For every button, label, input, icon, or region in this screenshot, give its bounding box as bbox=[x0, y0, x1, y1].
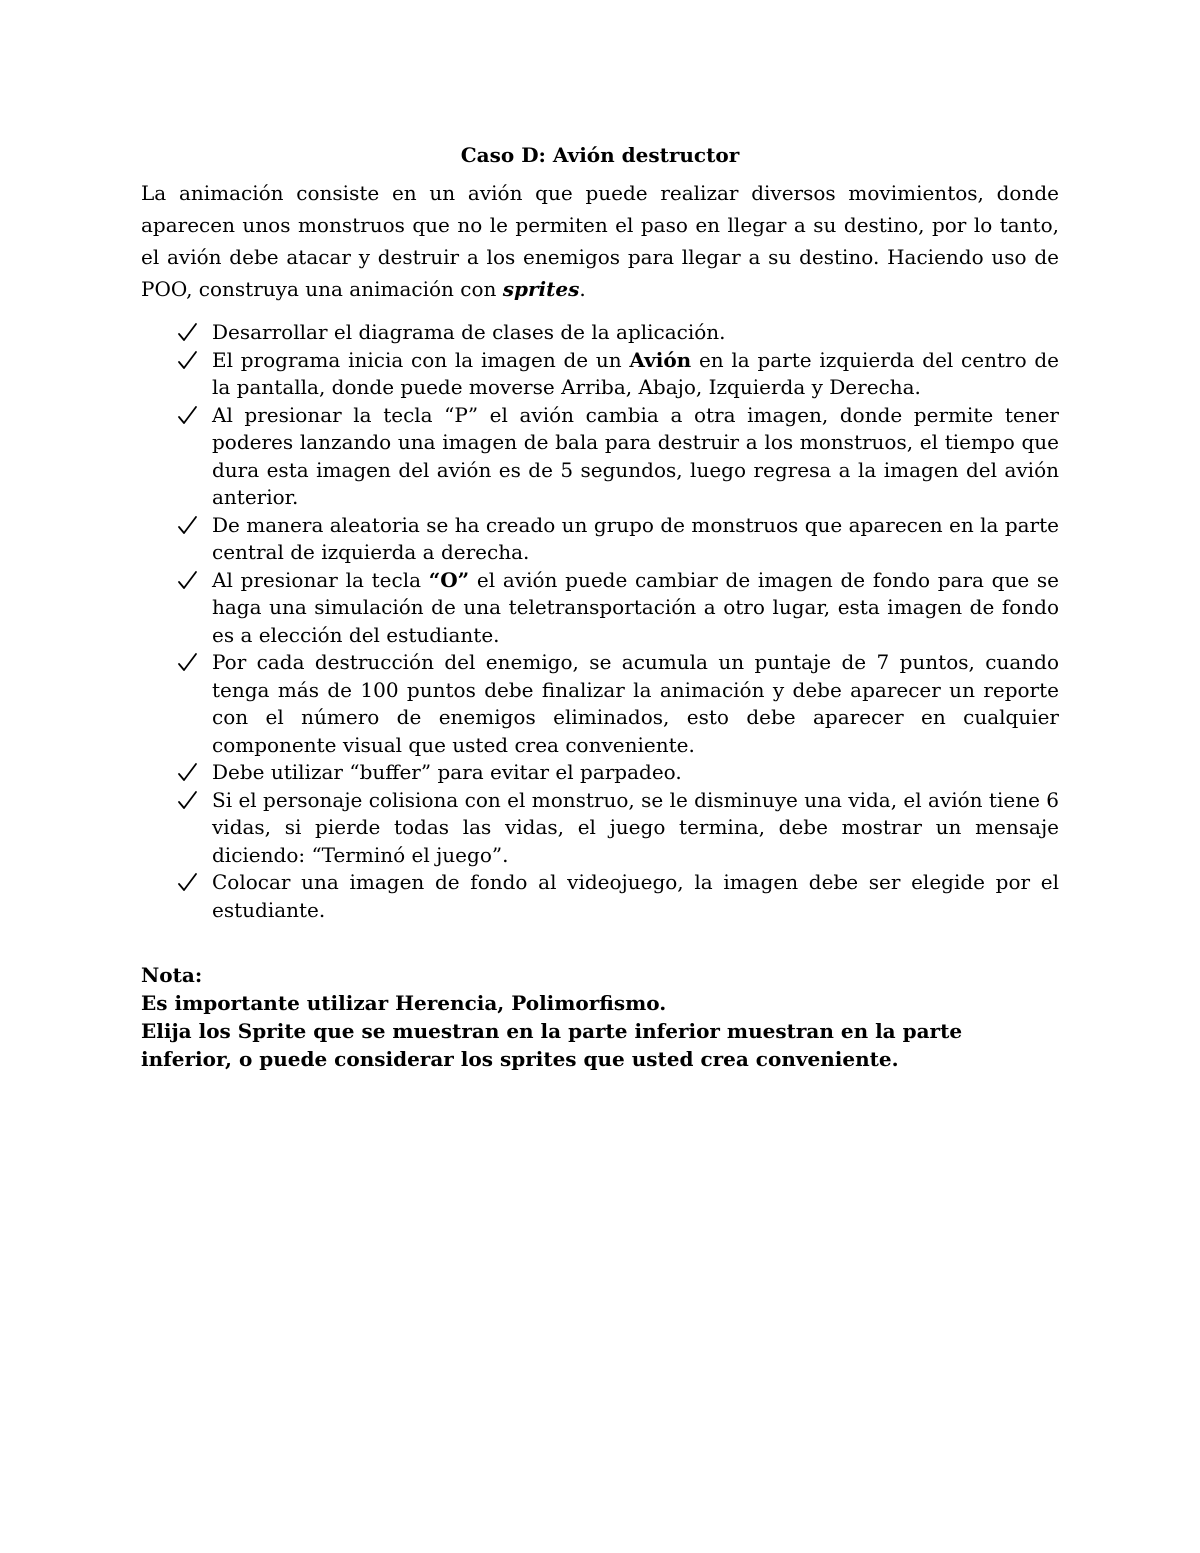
intro-emphasis: sprites bbox=[502, 277, 580, 301]
checklist-text: Desarrollar el diagrama de clases de la aplicación. bbox=[212, 320, 726, 344]
checklist-item bbox=[141, 319, 1059, 347]
checklist-item bbox=[141, 869, 1059, 924]
checklist-text: Al presionar la tecla “P” el avión cambia a otra imagen, donde permite tener poderes lanzando una imagen de bala para destruir a los monstruos, el tiempo que dura esta imagen del avión es de 5 segundos, luego regresa a la imagen del avión anterior. bbox=[212, 402, 1059, 509]
checklist-text: Debe utilizar “buffer” para evitar el parpadeo. bbox=[212, 760, 682, 784]
checkmark-icon bbox=[177, 869, 199, 896]
checkmark-icon bbox=[177, 347, 199, 374]
checklist-item bbox=[141, 567, 1059, 650]
checklist-bold: “O” bbox=[428, 567, 470, 592]
checkmark-icon bbox=[177, 649, 199, 676]
checklist-text: El programa inicia con la imagen de un bbox=[212, 347, 630, 372]
checklist-item bbox=[141, 347, 1059, 402]
note-label: Nota: bbox=[141, 963, 203, 987]
checklist-item bbox=[141, 402, 1059, 512]
checklist-text: Por cada destrucción del enemigo, se acumula un puntaje de 7 puntos, cuando tenga más de 100 puntos debe finalizar la animación y debe aparecer un reporte con el número de enemigos eliminados, esto debe aparecer en cualquier componente visual que usted crea conveniente. bbox=[212, 650, 1059, 757]
checkmark-icon bbox=[177, 759, 199, 786]
checklist-item bbox=[141, 649, 1059, 759]
checkmark-icon bbox=[177, 512, 199, 539]
note-section bbox=[141, 961, 1059, 1073]
checkmark-icon bbox=[177, 319, 199, 346]
note-line-inheritance: Es importante utilizar Herencia, Polimorfismo. bbox=[141, 991, 667, 1015]
checkmark-icon bbox=[177, 402, 199, 429]
checklist-text: Colocar una imagen de fondo al videojuego, la imagen debe ser elegide por el estudiante. bbox=[212, 870, 1059, 922]
checklist-item bbox=[141, 759, 1059, 787]
checkmark-icon bbox=[177, 567, 199, 594]
note-line-sprites: Elija los Sprite que se muestran en la parte inferior muestran en la parte inferior, o puede considerar los sprites que usted crea conveniente. bbox=[141, 1019, 963, 1071]
checklist-bold: Avión bbox=[629, 347, 692, 372]
checklist-text: De manera aleatoria se ha creado un grupo de monstruos que aparecen en la parte central de izquierda a derecha. bbox=[212, 512, 1059, 564]
checklist-item bbox=[141, 787, 1059, 870]
checklist-text-end: el avión puede cambiar de imagen de fondo para que se haga una simulación de una teletransportación a otro lugar, esta imagen de fondo es a elección del estudiante. bbox=[212, 567, 1060, 647]
intro-text-end: . bbox=[579, 277, 586, 301]
checklist-text-end: en la parte izquierda del centro de la pantalla, donde puede moverse Arriba, Abajo, Izquierda y Derecha. bbox=[212, 347, 1059, 399]
checklist-text: Al presionar la tecla bbox=[212, 567, 429, 592]
checklist-item bbox=[141, 512, 1059, 567]
intro-text: La animación consiste en un avión que puede realizar diversos movimientos, donde aparecen unos monstruos que no le permiten el paso en llegar a su destino, por lo tanto, el avión debe atacar y destruir a los enemigos para llegar a su destino. Haciendo uso de POO, construya una animación con bbox=[141, 181, 1059, 301]
requirements-checklist bbox=[141, 319, 1059, 924]
page-title: Caso D: Avión destructor bbox=[460, 143, 740, 167]
checklist-text: Si el personaje colisiona con el monstruo, se le disminuye una vida, el avión tiene 6 vidas, si pierde todas las vidas, el juego termina, debe mostrar un mensaje diciendo: “Terminó el juego”. bbox=[212, 787, 1059, 867]
intro-paragraph bbox=[141, 177, 1059, 305]
checkmark-icon bbox=[177, 787, 199, 814]
document-body bbox=[141, 139, 1059, 1073]
